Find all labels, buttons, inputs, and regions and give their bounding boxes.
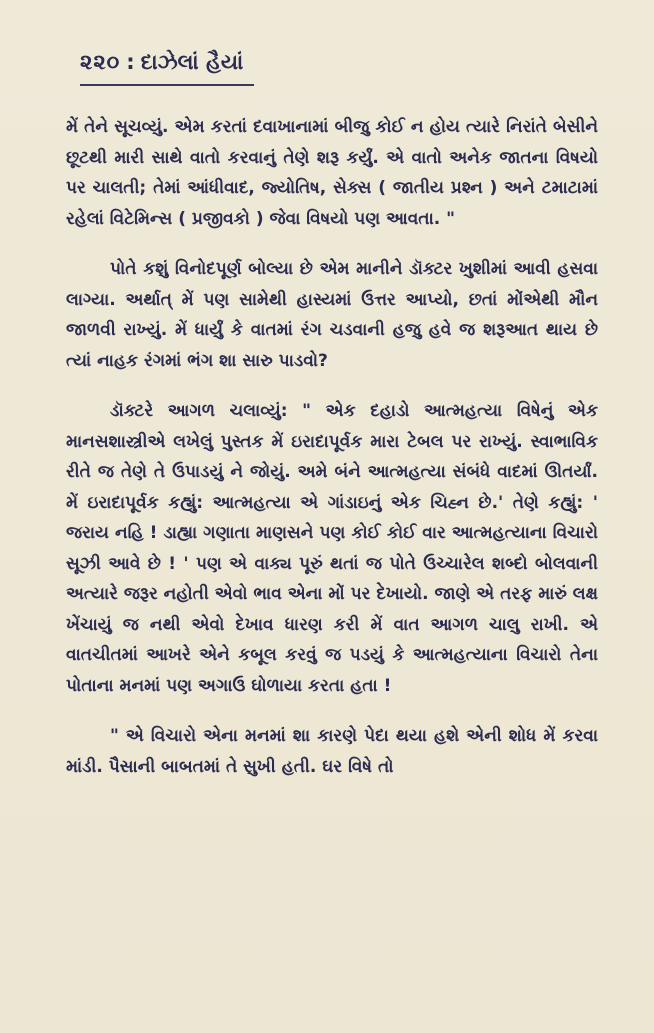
paragraph: મેં તેને સૂચવ્યું. એમ કરતાં દવાખાનામાં બીજુ કોઈ ન હોય ત્યારે નિરાંતે બેસીને છૂટથી મારી સાથે વાતો કરવાનું તેણે શરૂ કર્યું. એ વાતો અનેક જાતના વિષયો પર ચાલતી; તેમાં આંધીવાદ, જ્યોતિષ, સેક્સ ( જાતીય પ્રશ્ન ) અને ટમાટામાં રહેલાં વિટેમિન્સ ( પ્રજીવકો ) જેવા વિષયો પણ આવતા. " — [66, 117, 598, 229]
header-separator: : — [126, 50, 135, 74]
header-underline — [80, 81, 254, 86]
paragraph: ડૉક્ટરે આગળ ચલાવ્યું: " એક દહાડો આત્મહત્યા વિષેનું એક માનસશાસ્ત્રીએ લખેલું પુસ્તક મેં ઇરાદાપૂર્વક મારા ટેબલ પર રાખ્યું. સ્વાભાવિક રીતે જ તેણે તે ઉપાડયું ને જોયું. અમે બંને આત્મહત્યા સંબંધે વાદમાં ઊતર્યાં. મેં ઇરાદાપૂર્વક કહ્યું: આત્મહત્યા એ ગાંડાઇનું એક ચિહ્ન છે.' તેણે કહ્યું: ' જરાય નહિ ! ડાહ્યા ગણાતા માણસને પણ કોઈ કોઈ વાર આત્મહત્યાના વિચારો સૂઝી આવે છે ! ' પણ એ વાક્ય પૂરું થતાં જ પોતે ઉચ્ચારેલ શબ્દો બોલવાની અત્યારે જરૂર નહોતી એવો ભાવ એના મોં પર દેખાયો. જાણે એ તરફ મારું લક્ષ ખેંચાયું જ નથી એવો દેખાવ ધારણ કરી મેં વાત આગળ ચાલુ રાખી. એ વાતચીતમાં આખરે એને કબૂલ કરવું જ પડયું કે આત્મહત્યાના વિચારો તેના પોતાના મનમાં પણ અગાઉ ઘોળાયા કરતા હતા ! — [66, 401, 598, 696]
page-number: ૨૨૦ — [80, 50, 121, 74]
page-body — [66, 112, 598, 782]
paragraph: પોતે કશું વિનોદપૂર્ણ બોલ્યા છે એમ માનીને ડૉક્ટર ખુશીમાં આવી હસવા લાગ્યા. અર્થાત્ મેં પણ સામેથી હાસ્યમાં ઉત્તર આપ્યો, છતાં મોંએથી મૌન જાળવી રાખ્યું. મેં ધાર્યું કે વાતમાં રંગ ચડવાની હજુ હવે જ શરૂઆત થાય છે ત્યાં નાહક રંગમાં ભંગ શા સારુ પાડવો? — [66, 259, 598, 371]
book-title: દાઝેલાં હૈયાં — [140, 50, 244, 74]
paragraph: " એ વિચારો એના મનમાં શા કારણે પેદા થયા હશે એની શોધ મેં કરવા માંડી. પૈસાની બાબતમાં તે સુખી હતી. ઘર વિષે તો — [66, 726, 598, 777]
running-header — [80, 50, 598, 75]
